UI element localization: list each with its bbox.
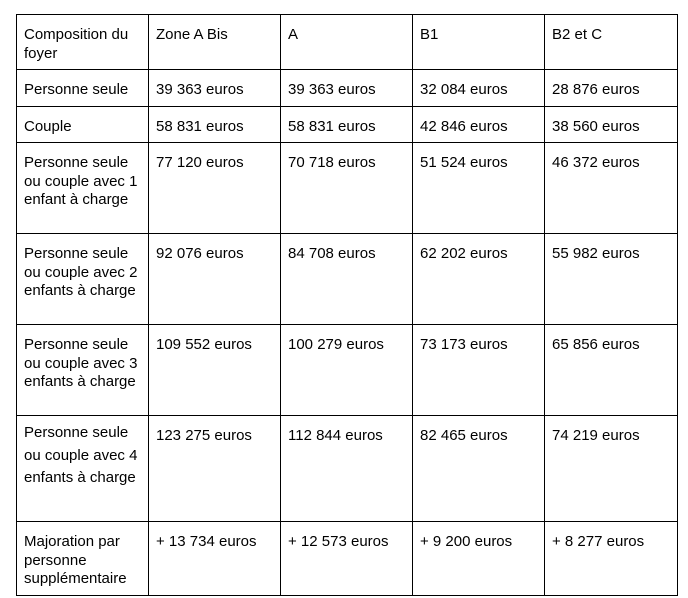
table-row [17, 416, 678, 522]
row-label: Couple [17, 106, 149, 143]
cell-value: + 8 277 euros [545, 522, 678, 596]
cell-value: 100 279 euros [281, 325, 413, 416]
cell-value: 82 465 euros [413, 416, 545, 522]
header-zone-b2-c: B2 et C [545, 15, 678, 70]
cell-value: 62 202 euros [413, 234, 545, 325]
table-row [17, 325, 678, 416]
cell-value: 70 718 euros [281, 143, 413, 234]
cell-value: 123 275 euros [149, 416, 281, 522]
cell-value: + 9 200 euros [413, 522, 545, 596]
cell-value: 42 846 euros [413, 106, 545, 143]
cell-value: 55 982 euros [545, 234, 678, 325]
cell-value: 46 372 euros [545, 143, 678, 234]
header-zone-a-bis: Zone A Bis [149, 15, 281, 70]
row-label: Personne seule ou couple avec 3 enfants à charge [17, 325, 149, 416]
cell-value: 39 363 euros [281, 70, 413, 107]
cell-value: 58 831 euros [149, 106, 281, 143]
cell-value: 92 076 euros [149, 234, 281, 325]
cell-value: 58 831 euros [281, 106, 413, 143]
row-label: Personne seule ou couple avec 1 enfant à charge [17, 143, 149, 234]
header-zone-b1: B1 [413, 15, 545, 70]
cell-value: 112 844 euros [281, 416, 413, 522]
header-zone-a: A [281, 15, 413, 70]
table-row [17, 143, 678, 234]
table-row [17, 106, 678, 143]
table-row [17, 522, 678, 596]
cell-value: 38 560 euros [545, 106, 678, 143]
row-label: Majoration par personne supplémentaire [17, 522, 149, 596]
income-ceiling-table [16, 14, 678, 596]
row-label: Personne seule ou couple avec 2 enfants à charge [17, 234, 149, 325]
cell-value: + 13 734 euros [149, 522, 281, 596]
cell-value: 109 552 euros [149, 325, 281, 416]
table-row [17, 70, 678, 107]
table-row [17, 234, 678, 325]
cell-value: 32 084 euros [413, 70, 545, 107]
cell-value: 74 219 euros [545, 416, 678, 522]
row-label: Personne seule [17, 70, 149, 107]
cell-value: 77 120 euros [149, 143, 281, 234]
cell-value: 73 173 euros [413, 325, 545, 416]
cell-value: 65 856 euros [545, 325, 678, 416]
cell-value: 51 524 euros [413, 143, 545, 234]
table-header-row [17, 15, 678, 70]
row-label: Personne seule ou couple avec 4 enfants à charge [17, 416, 149, 522]
cell-value: 28 876 euros [545, 70, 678, 107]
header-composition: Composition du foyer [17, 15, 149, 70]
cell-value: 84 708 euros [281, 234, 413, 325]
cell-value: 39 363 euros [149, 70, 281, 107]
cell-value: + 12 573 euros [281, 522, 413, 596]
